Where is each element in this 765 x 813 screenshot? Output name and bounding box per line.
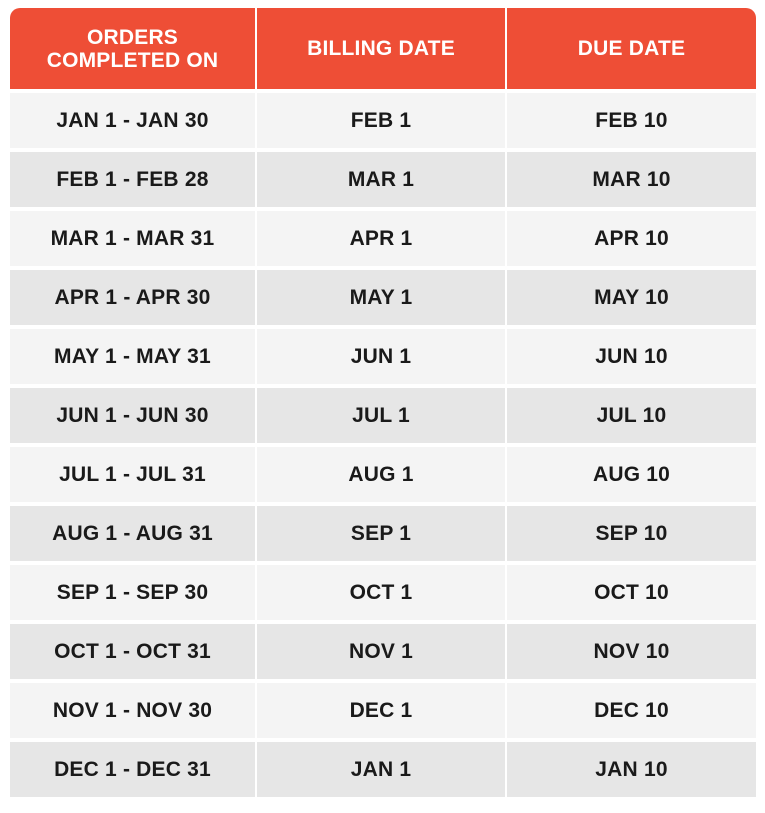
cell-orders-period: JUN 1 - JUN 30	[10, 388, 255, 443]
table-row	[10, 93, 756, 148]
cell-due-date: FEB 10	[507, 93, 756, 148]
cell-billing-date: JUN 1	[257, 329, 505, 384]
cell-orders-period: OCT 1 - OCT 31	[10, 624, 255, 679]
table-row	[10, 683, 756, 738]
table-row	[10, 152, 756, 207]
cell-due-date: APR 10	[507, 211, 756, 266]
cell-orders-period: DEC 1 - DEC 31	[10, 742, 255, 797]
table-row	[10, 211, 756, 266]
cell-orders-period: JAN 1 - JAN 30	[10, 93, 255, 148]
cell-due-date: JUN 10	[507, 329, 756, 384]
cell-orders-period: NOV 1 - NOV 30	[10, 683, 255, 738]
cell-orders-period: FEB 1 - FEB 28	[10, 152, 255, 207]
cell-billing-date: AUG 1	[257, 447, 505, 502]
table-row	[10, 506, 756, 561]
cell-orders-period: AUG 1 - AUG 31	[10, 506, 255, 561]
table-row	[10, 447, 756, 502]
cell-due-date: AUG 10	[507, 447, 756, 502]
table-header	[10, 8, 756, 89]
cell-billing-date: MAY 1	[257, 270, 505, 325]
cell-billing-date: OCT 1	[257, 565, 505, 620]
cell-billing-date: NOV 1	[257, 624, 505, 679]
cell-orders-period: MAY 1 - MAY 31	[10, 329, 255, 384]
cell-billing-date: MAR 1	[257, 152, 505, 207]
table-row	[10, 329, 756, 384]
cell-billing-date: JUL 1	[257, 388, 505, 443]
cell-billing-date: SEP 1	[257, 506, 505, 561]
header-orders-completed-on: ORDERS COMPLETED ON	[10, 8, 255, 89]
cell-orders-period: SEP 1 - SEP 30	[10, 565, 255, 620]
cell-due-date: MAR 10	[507, 152, 756, 207]
cell-due-date: DEC 10	[507, 683, 756, 738]
table-row	[10, 565, 756, 620]
cell-due-date: OCT 10	[507, 565, 756, 620]
table-row	[10, 270, 756, 325]
table-row	[10, 388, 756, 443]
cell-orders-period: MAR 1 - MAR 31	[10, 211, 255, 266]
cell-due-date: JUL 10	[507, 388, 756, 443]
cell-orders-period: JUL 1 - JUL 31	[10, 447, 255, 502]
cell-orders-period: APR 1 - APR 30	[10, 270, 255, 325]
header-billing-date: BILLING DATE	[257, 8, 505, 89]
cell-billing-date: APR 1	[257, 211, 505, 266]
header-due-date: DUE DATE	[507, 8, 756, 89]
cell-due-date: NOV 10	[507, 624, 756, 679]
table-row	[10, 742, 756, 797]
table-row	[10, 624, 756, 679]
cell-due-date: SEP 10	[507, 506, 756, 561]
billing-schedule-table	[10, 8, 756, 801]
cell-billing-date: DEC 1	[257, 683, 505, 738]
cell-billing-date: FEB 1	[257, 93, 505, 148]
cell-due-date: JAN 10	[507, 742, 756, 797]
cell-due-date: MAY 10	[507, 270, 756, 325]
cell-billing-date: JAN 1	[257, 742, 505, 797]
